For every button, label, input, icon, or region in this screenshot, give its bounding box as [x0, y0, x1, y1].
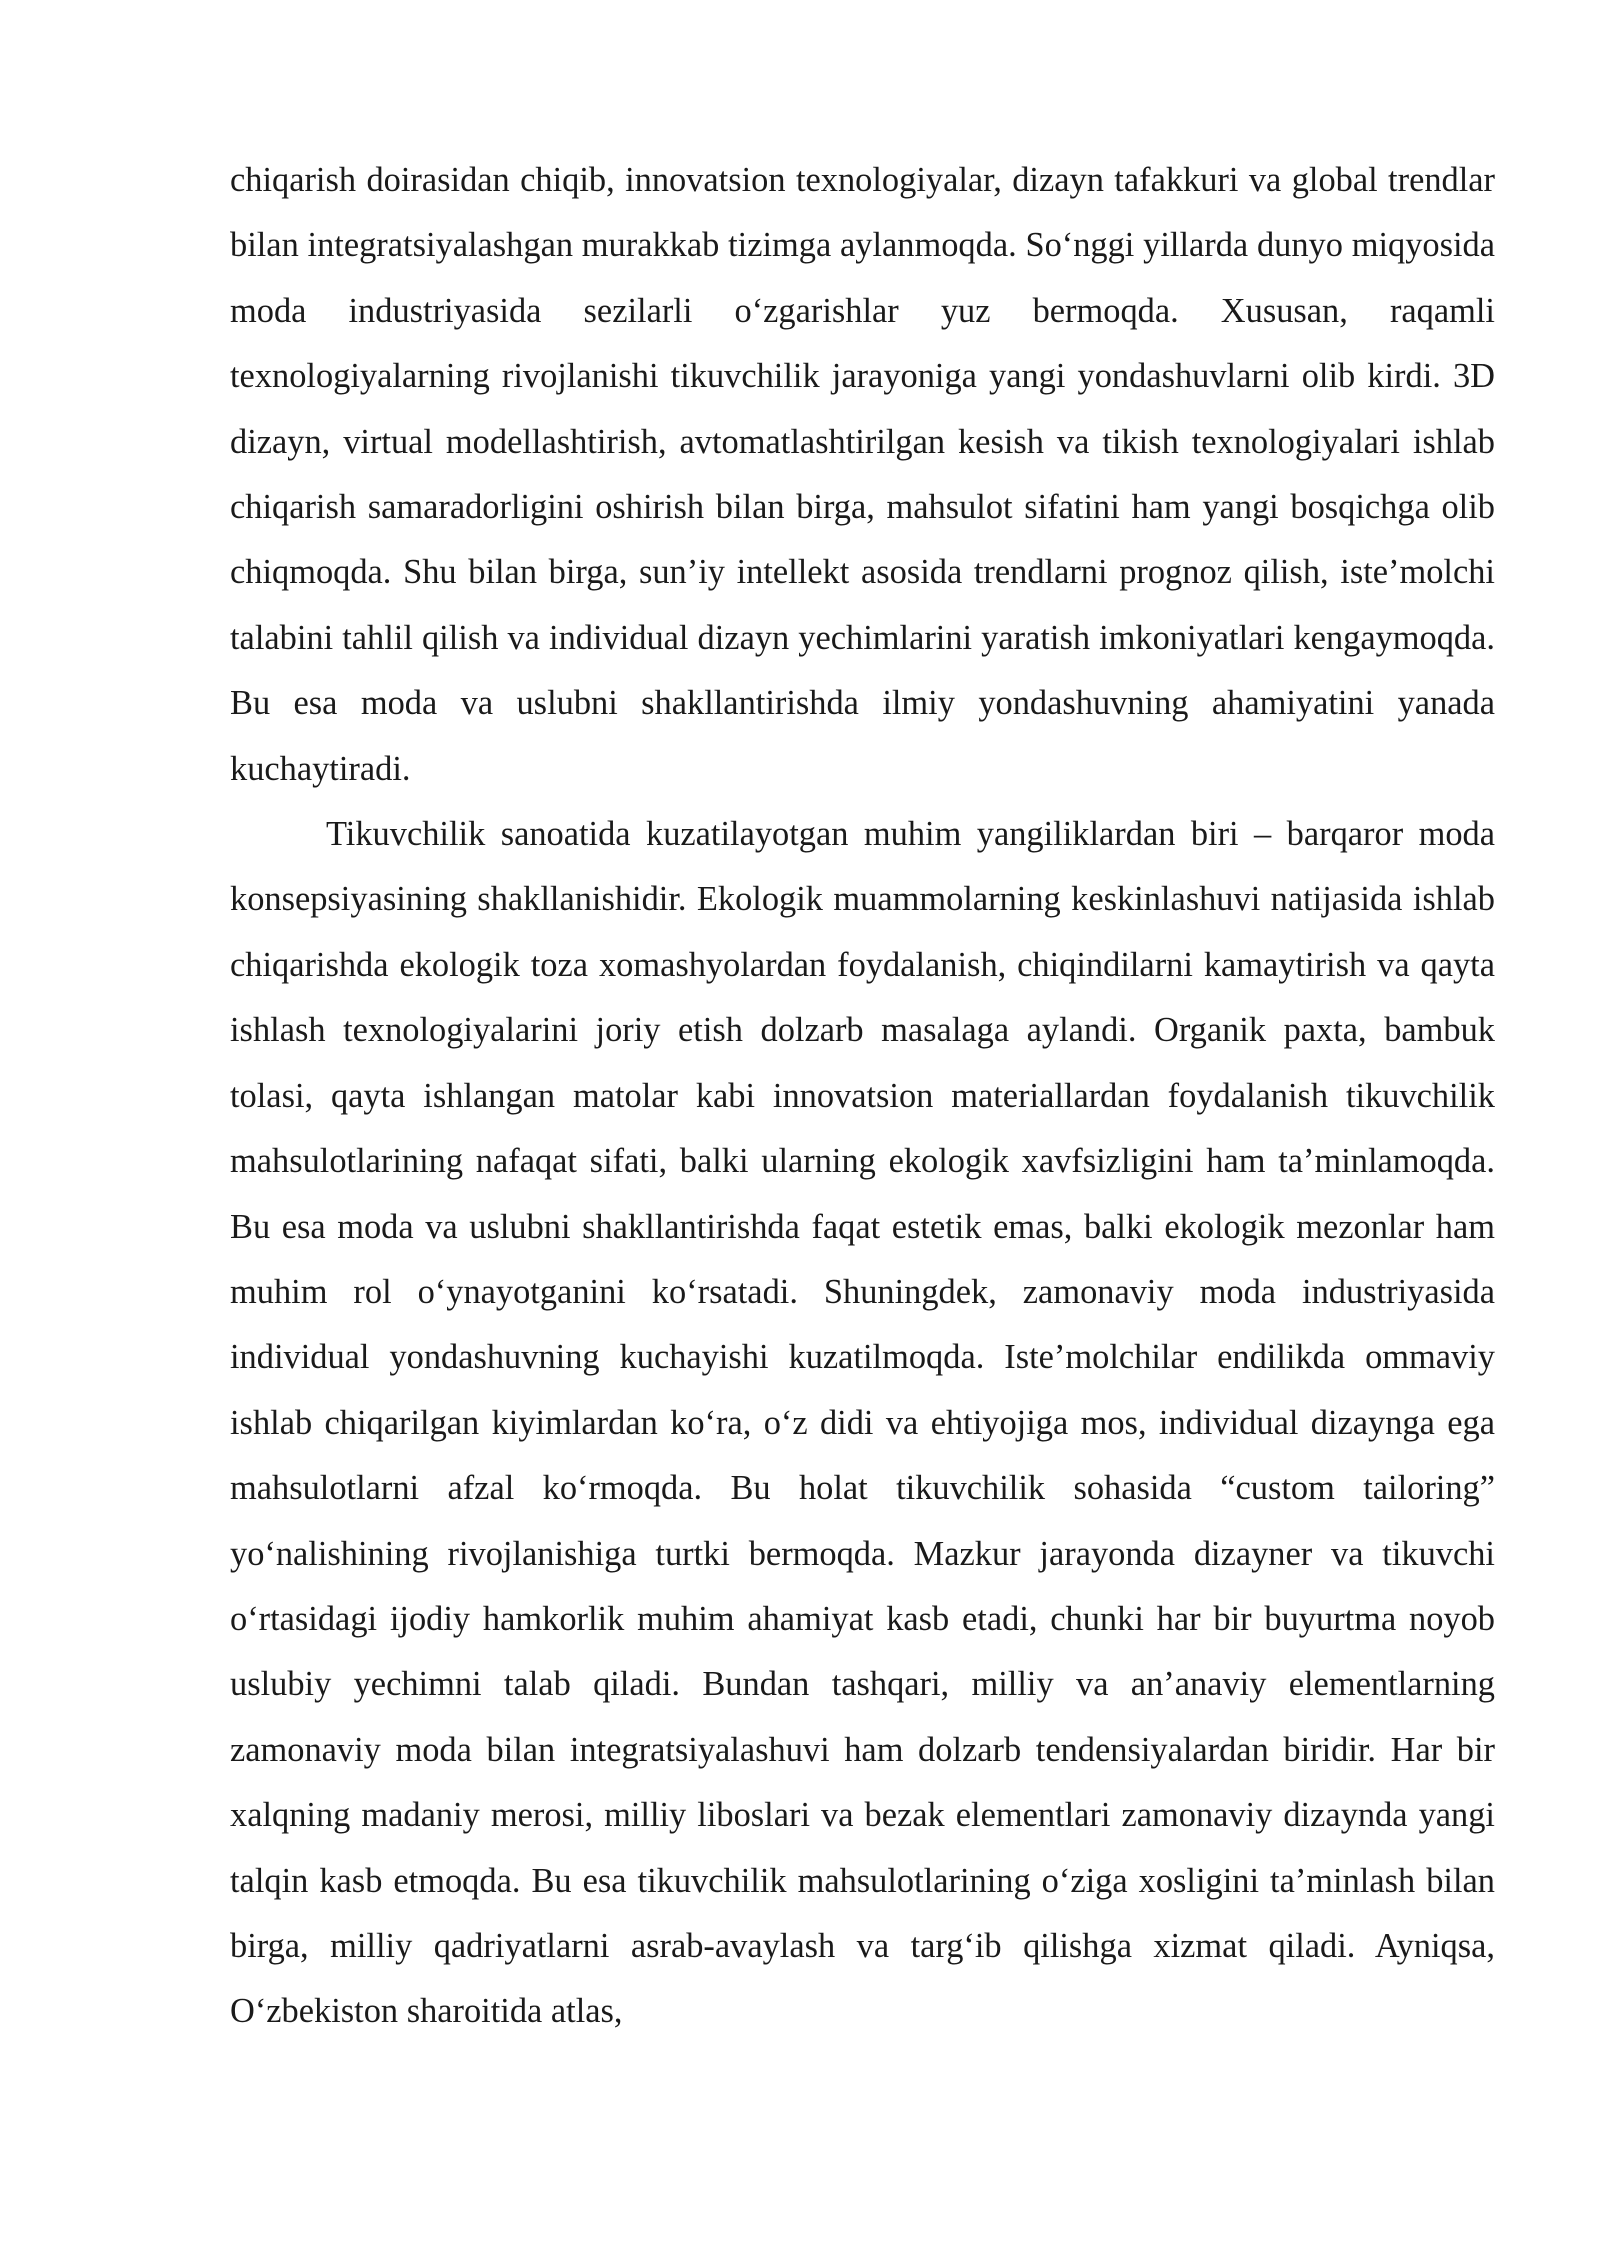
- paragraph-1: chiqarish doirasidan chiqib, innovatsion texnologiyalar, dizayn tafakkuri va global trendlar bilan integratsiyalashgan murakkab tizimga aylanmoqda. So‘nggi yillarda dunyo miqyosida moda industriyasida sezilarli o‘zgarishlar yuz bermoqda. Xususan, raqamli texnologiyalarning rivojlanishi tikuvchilik jarayoniga yangi yondashuvlarni olib kirdi. 3D dizayn, virtual modellashtirish, avtomatlashtirilgan kesish va tikish texnologiyalari ishlab chiqarish samaradorligini oshirish bilan birga, mahsulot sifatini ham yangi bosqichga olib chiqmoqda. Shu bilan birga, sun’iy intellekt asosida trendlarni prognoz qilish, iste’molchi talabini tahlil qilish va individual dizayn yechimlarini yaratish imkoniyatlari kengaymoqda. Bu esa moda va uslubni shakllantirishda ilmiy yondashuvning ahamiyatini yanada kuchaytiradi.: [230, 161, 1495, 788]
- paragraph-2: Tikuvchilik sanoatida kuzatilayotgan muhim yangiliklardan biri – barqaror moda konsepsiyasining shakllanishidir. Ekologik muammolarning keskinlashuvi natijasida ishlab chiqarishda ekologik toza xomashyolardan foydalanish, chiqindilarni kamaytirish va qayta ishlash texnologiyalarini joriy etish dolzarb masalaga aylandi. Organik paxta, bambuk tolasi, qayta ishlangan matolar kabi innovatsion materiallardan foydalanish tikuvchilik mahsulotlarining nafaqat sifati, balki ularning ekologik xavfsizligini ham ta’minlamoqda. Bu esa moda va uslubni shakllantirishda faqat estetik emas, balki ekologik mezonlar ham muhim rol o‘ynayotganini ko‘rsatadi. Shuningdek, zamonaviy moda industriyasida individual yondashuvning kuchayishi kuzatilmoqda. Iste’molchilar endilikda ommaviy ishlab chiqarilgan kiyimlardan ko‘ra, o‘z didi va ehtiyojiga mos, individual dizaynga ega mahsulotlarni afzal ko‘rmoqda. Bu holat tikuvchilik sohasida “custom tailoring” yo‘nalishining rivojlanishiga turtki bermoqda. Mazkur jarayonda dizayner va tikuvchi o‘rtasidagi ijodiy hamkorlik muhim ahamiyat kasb etadi, chunki har bir buyurtma noyob uslubiy yechimni talab qiladi. Bundan tashqari, milliy va an’anaviy elementlarning zamonaviy moda bilan integratsiyalashuvi ham dolzarb tendensiyalardan biridir. Har bir xalqning madaniy merosi, milliy liboslari va bezak elementlari zamonaviy dizaynda yangi talqin kasb etmoqda. Bu esa tikuvchilik mahsulotlarining o‘ziga xosligini ta’minlash bilan birga, milliy qadriyatlarni asrab-avaylash va targ‘ib qilishga xizmat qiladi. Ayniqsa, O‘zbekiston sharoitida atlas,: [230, 815, 1495, 2031]
- document-page: [230, 148, 1495, 2045]
